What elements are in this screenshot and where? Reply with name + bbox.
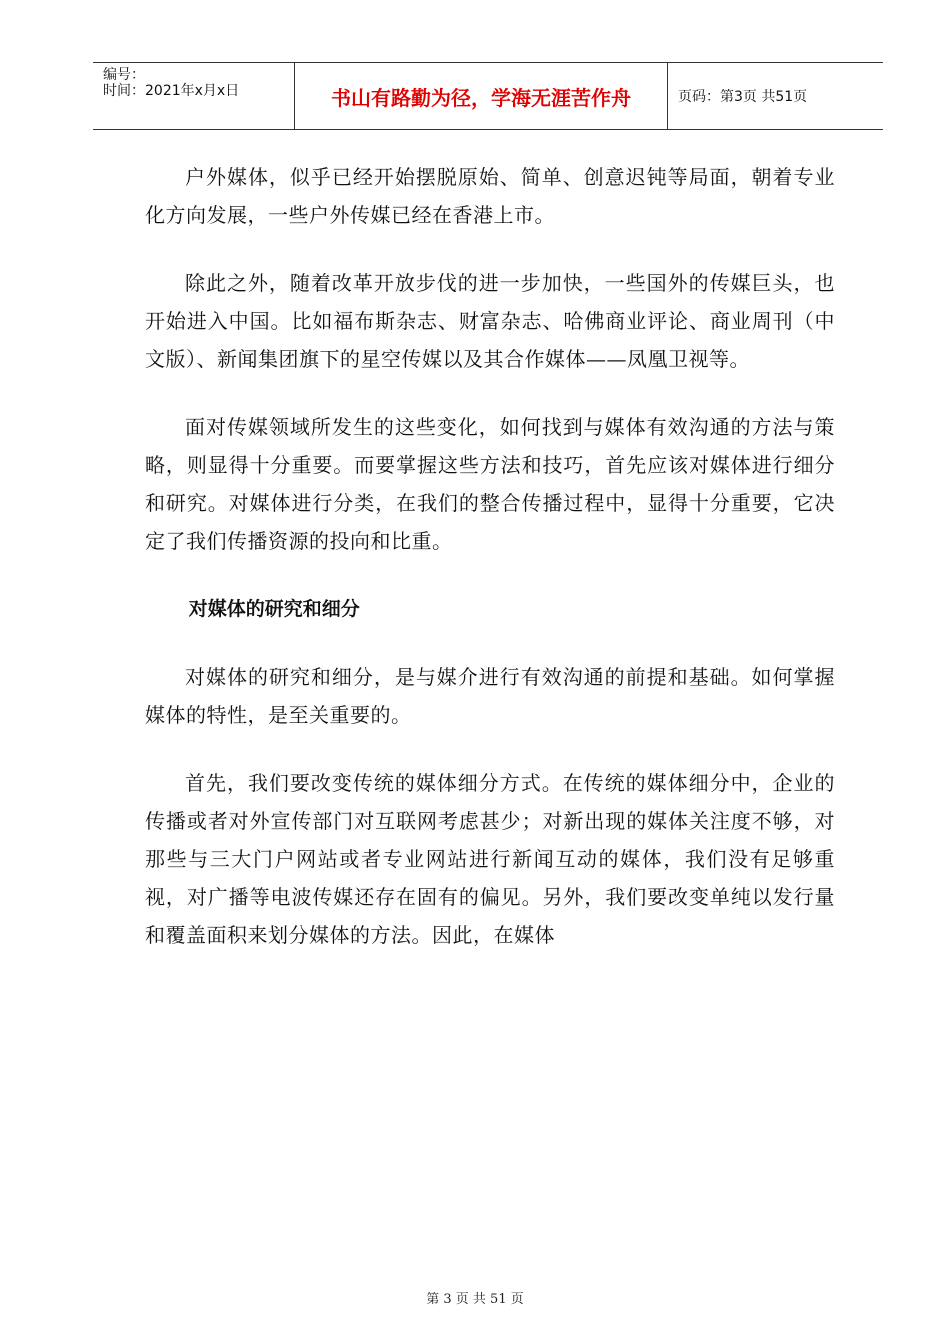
body-paragraph: 对媒体的研究和细分，是与媒介进行有效沟通的前提和基础。如何掌握媒体的特性，是至关重要的。 — [145, 665, 835, 727]
document-body — [145, 158, 835, 984]
body-paragraph: 首先，我们要改变传统的媒体细分方式。在传统的媒体细分中，企业的传播或者对外宣传部门对互联网考虑甚少；对新出现的媒体关注度不够，对那些与三大门户网站或者专业网站进行新闻互动的媒体，我们没有足够重视，对广播等电波传媒还存在固有的偏见。另外，我们要改变单纯以发行量和覆盖面积来划分媒体的方法。因此，在媒体 — [145, 771, 835, 947]
body-paragraph: 户外媒体，似乎已经开始摆脱原始、简单、创意迟钝等局面，朝着专业化方向发展，一些户外传媒已经在香港上市。 — [145, 165, 835, 227]
header-page-label: 页码：第3页 共51页 — [678, 89, 808, 105]
page-footer: 第 3 页 共 51 页 — [426, 1292, 524, 1307]
document-number-label: 编号： — [103, 67, 145, 83]
document-time-label: 时间：2021年x月x日 — [103, 83, 240, 99]
header-motto: 书山有路勤为径，学海无涯苦作舟 — [295, 63, 668, 129]
page-header — [93, 62, 883, 130]
section-heading: 对媒体的研究和细分 — [188, 598, 360, 620]
body-paragraph: 面对传媒领域所发生的这些变化，如何找到与媒体有效沟通的方法与策略，则显得十分重要。而要掌握这些方法和技巧，首先应该对媒体进行细分和研究。对媒体进行分类，在我们的整合传播过程中，显得十分重要，它决定了我们传播资源的投向和比重。 — [145, 415, 835, 553]
body-paragraph: 除此之外，随着改革开放步伐的进一步加快，一些国外的传媒巨头，也开始进入中国。比如福布斯杂志、财富杂志、哈佛商业评论、商业周刊（中文版）、新闻集团旗下的星空传媒以及其合作媒体——凤凰卫视等。 — [145, 271, 835, 371]
header-meta — [93, 63, 295, 129]
